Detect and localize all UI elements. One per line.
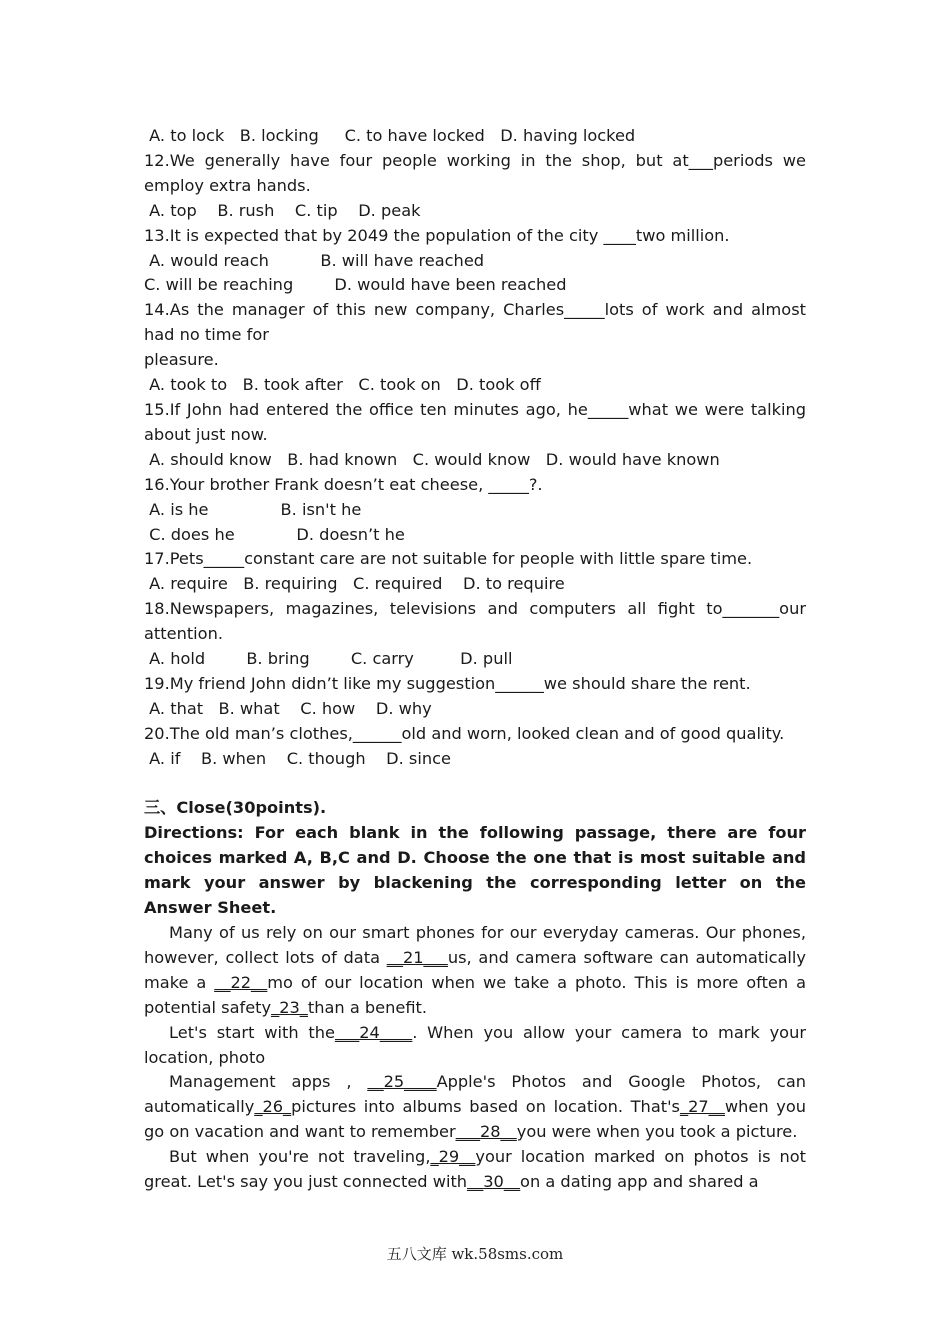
q18-stem-line2: attention. — [144, 624, 223, 644]
passage-paragraph-3 — [144, 1070, 806, 1145]
blank-26: _26_ — [254, 1097, 292, 1117]
passage-text: on a dating app and shared a — [520, 1172, 759, 1192]
passage-paragraph-2 — [144, 1021, 806, 1071]
q15-stem-line2: about just now. — [144, 424, 268, 444]
q16-options-row1: A. is he B. isn't he — [144, 499, 362, 519]
q12-stem-line2: employ extra hands. — [144, 175, 311, 195]
blank-27: _27__ — [679, 1097, 725, 1117]
q17-stem: 17.Pets_____constant care are not suitable for people with little spare time. — [144, 549, 753, 569]
passage-text: . When you allow your camera to mark your location, photo — [144, 1022, 806, 1067]
q13-stem: 13.It is expected that by 2049 the population of the city ____two million. — [144, 225, 730, 245]
q13-options-row2: C. will be reaching D. would have been reached — [144, 275, 567, 295]
q19-stem: 19.My friend John didn’t like my suggestion______we should share the rent. — [144, 673, 751, 693]
blank-24: ___24____ — [334, 1022, 413, 1042]
passage-text: us, and camera software can automatically make a — [144, 947, 806, 992]
passage-text: Management apps , — [169, 1072, 368, 1092]
q11-options: A. to lock B. locking C. to have locked D. having locked — [144, 126, 636, 145]
passage-paragraph-4 — [144, 1145, 806, 1195]
q14-stem-line1: 14.As the manager of this new company, Charles_____lots of work and almost — [144, 300, 806, 320]
passage-text: But when you're not traveling, — [169, 1147, 431, 1167]
passage-text: mo of our location when we take a photo. This is more often a potential safety — [144, 972, 807, 1017]
q14-options: A. took to B. took after C. took on D. took off — [144, 375, 541, 395]
q15-options: A. should know B. had known C. would know D. would have known — [144, 449, 720, 469]
passage-text: Many of us rely on our smart phones for our everyday cameras. Our phones, however, collect lots of data — [144, 922, 806, 967]
passage-text: when you go on vacation and want to remember — [144, 1097, 806, 1142]
passage-text: your location marked on photos is not great. Let's say you just connected with — [144, 1147, 806, 1192]
q12-stem-line1: 12.We generally have four people working in the shop, but at___periods we — [144, 150, 806, 170]
blank-30: __30__ — [467, 1172, 521, 1192]
q17-options: A. require B. requiring C. required D. to require — [144, 574, 565, 594]
page-footer: 五八文库 wk.58sms.com — [386, 1245, 564, 1263]
q19-options: A. that B. what C. how D. why — [144, 698, 432, 718]
spacer — [144, 772, 806, 797]
q13-options-row1: A. would reach B. will have reached — [144, 250, 485, 270]
blank-21: __21___ — [386, 947, 448, 967]
section-directions: Directions: For each blank in the following passage, there are four choices marked A, B,C and D. Choose the one that is most suitable and mark your answer by blackening the corresponding letter on the Answer Sheet. — [144, 823, 806, 918]
passage-text: Let's start with the — [169, 1022, 335, 1042]
blank-22: __22__ — [214, 972, 268, 992]
q12-options: A. top B. rush C. tip D. peak — [144, 200, 421, 220]
q16-stem: 16.Your brother Frank doesn’t eat cheese, _____?. — [144, 474, 543, 494]
blank-25: __25____ — [367, 1072, 437, 1092]
q14-stem-line3: pleasure. — [144, 350, 219, 370]
q20-stem: 20.The old man’s clothes,______old and worn, looked clean and of good quality. — [144, 723, 785, 743]
passage-text: pictures into albums based on location. That's — [291, 1097, 680, 1117]
document-page — [144, 124, 806, 1195]
passage-text: Apple's Photos and Google Photos, can automatically — [144, 1072, 806, 1117]
blank-28: ___28__ — [455, 1122, 517, 1142]
q18-options: A. hold B. bring C. carry D. pull — [144, 649, 513, 669]
q16-options-row2: C. does he D. doesn’t he — [144, 524, 405, 544]
q14-stem-line2: had no time for — [144, 325, 269, 345]
passage-text: than a benefit. — [307, 997, 428, 1017]
q18-stem-line1: 18.Newspapers, magazines, televisions and computers all fight to_______our — [144, 599, 806, 619]
section-heading: 三、Close(30points). — [144, 798, 327, 818]
passage-text: you were when you took a picture. — [516, 1122, 798, 1142]
blank-23: _23_ — [271, 997, 308, 1017]
q15-stem-line1: 15.If John had entered the office ten minutes ago, he_____what we were talking — [144, 399, 806, 419]
q20-options: A. if B. when C. though D. since — [144, 748, 451, 768]
blank-29: _29__ — [430, 1147, 476, 1167]
passage-paragraph-1 — [144, 921, 806, 1021]
